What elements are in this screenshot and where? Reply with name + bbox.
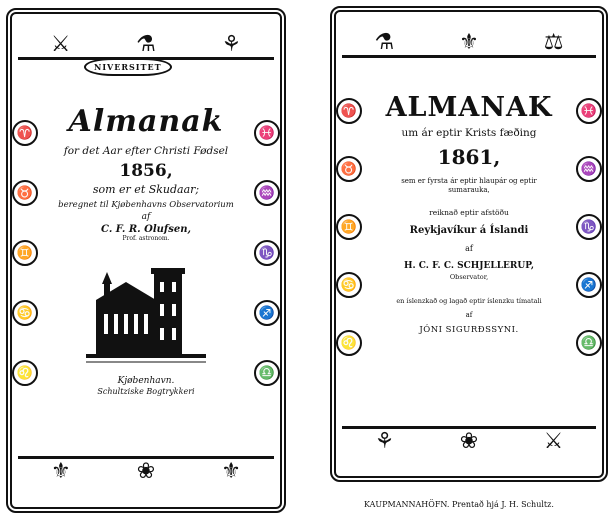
left-author: C. F. R. Olufsen, xyxy=(101,224,191,235)
left-line-4: af xyxy=(141,212,151,222)
zodiac-medallion-icon: ♐ xyxy=(254,300,280,326)
zodiac-medallion-icon: ♐ xyxy=(576,272,602,298)
left-imprint-1: Kjøbenhavn. xyxy=(117,376,175,386)
left-line-3: beregnet til Kjøbenhavns Observatorium xyxy=(58,200,234,210)
left-line-2: som er et Skudaar; xyxy=(92,183,200,196)
zodiac-medallion-icon: ♒ xyxy=(576,156,602,182)
zodiac-medallion-icon: ♌ xyxy=(12,360,38,386)
right-translator: JÓNI SIGURÐSSYNI. xyxy=(419,325,519,335)
zodiac-medallion-icon: ♑ xyxy=(254,240,280,266)
right-year: 1861, xyxy=(437,145,501,169)
right-author: H. C. F. C. SCHJELLERUP, xyxy=(404,261,534,271)
left-imprint-2: Schultziske Bogtrykkeri xyxy=(97,387,195,396)
zodiac-medallion-icon: ♊ xyxy=(336,214,362,240)
zodiac-medallion-icon: ♋ xyxy=(336,272,362,298)
allegorical-figures-icon: ⚔ xyxy=(50,32,71,57)
allegorical-figures-icon: ❀ xyxy=(136,459,156,484)
zodiac-medallion-icon: ♈ xyxy=(336,98,362,124)
allegorical-figures-icon: ⚔ xyxy=(543,429,564,454)
zodiac-medallion-icon: ♑ xyxy=(576,214,602,240)
zodiac-medallion-icon: ♌ xyxy=(336,330,362,356)
left-bottom-scene xyxy=(18,456,274,498)
right-line-3: sumarauka, xyxy=(448,186,490,194)
zodiac-medallion-icon: ♒ xyxy=(254,180,280,206)
zodiac-medallion-icon: ♈ xyxy=(12,120,38,146)
right-line-2: sem er fyrsta ár eptir hlaupár og eptir xyxy=(401,177,537,185)
zodiac-medallion-icon: ♓ xyxy=(576,98,602,124)
zodiac-medallion-icon: ♊ xyxy=(12,240,38,266)
allegorical-figures-icon: ⚗ xyxy=(136,32,156,57)
left-top-scene xyxy=(18,18,274,60)
zodiac-medallion-icon: ♉ xyxy=(12,180,38,206)
church-illustration-icon xyxy=(86,254,206,366)
right-bottom-scene xyxy=(342,426,596,468)
allegorical-figures-icon: ⚜ xyxy=(221,459,241,484)
left-title: Almanak xyxy=(68,104,224,139)
left-text-block xyxy=(48,100,244,450)
allegorical-figures-icon: ⚜ xyxy=(459,30,479,55)
right-line-1: um ár eptir Krists fæðing xyxy=(401,127,537,139)
right-line-4: reiknað eptir afstöðu xyxy=(429,208,509,217)
right-line-5: Reykjavíkur á Íslandi xyxy=(409,225,529,236)
left-author-title: Prof. astronom. xyxy=(122,235,170,242)
right-title: ALMANAK xyxy=(385,92,553,123)
zodiac-medallion-icon: ♎ xyxy=(254,360,280,386)
left-banner: NIVERSITET xyxy=(84,58,172,76)
right-author-title: Observator, xyxy=(449,273,489,281)
allegorical-figures-icon: ⚗ xyxy=(374,30,395,55)
right-text-block xyxy=(370,86,568,420)
zodiac-medallion-icon: ♓ xyxy=(254,120,280,146)
allegorical-figures-icon: ❀ xyxy=(459,429,479,454)
right-top-scene xyxy=(342,16,596,58)
allegorical-figures-icon: ⚖ xyxy=(543,30,564,55)
allegorical-figures-icon: ⚜ xyxy=(51,459,71,484)
right-line-7: en íslenzkað og lagað eptir íslenzku tímatali xyxy=(396,297,542,305)
right-line-6: af xyxy=(465,244,473,253)
zodiac-medallion-icon: ♋ xyxy=(12,300,38,326)
zodiac-medallion-icon: ♎ xyxy=(576,330,602,356)
right-line-8: af xyxy=(465,311,473,319)
left-title-page xyxy=(6,8,286,513)
right-title-page xyxy=(330,6,608,482)
allegorical-figures-icon: ⚘ xyxy=(221,32,242,57)
right-imprint: KAUPMANNAHÖFN. Prentað hjá J. H. Schultz. xyxy=(364,500,554,509)
allegorical-figures-icon: ⚘ xyxy=(374,429,395,454)
left-year: 1856, xyxy=(119,161,173,181)
left-line-1: for det Aar efter Christi Fødsel xyxy=(63,145,229,157)
zodiac-medallion-icon: ♉ xyxy=(336,156,362,182)
